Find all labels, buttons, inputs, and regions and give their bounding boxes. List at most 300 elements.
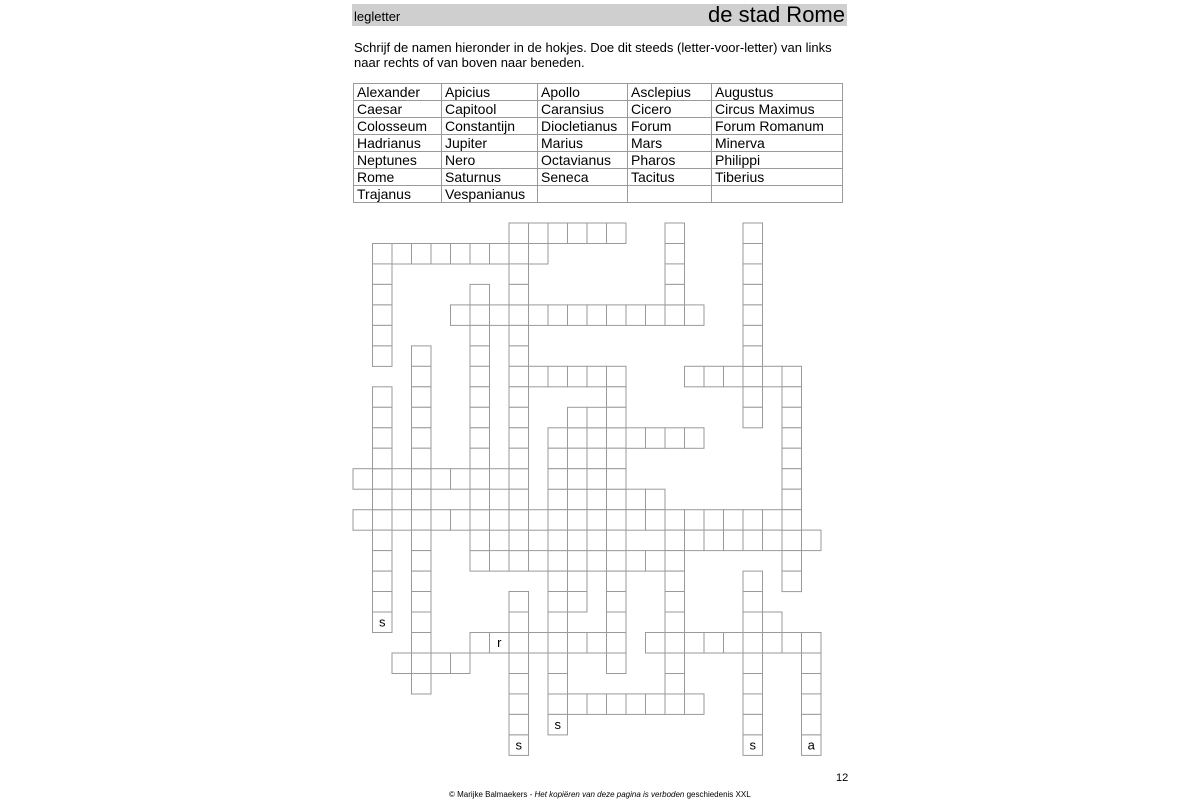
crossword-cell[interactable] — [412, 489, 432, 510]
crossword-cell[interactable] — [509, 448, 529, 469]
crossword-cell[interactable] — [724, 633, 744, 654]
crossword-cell[interactable] — [646, 305, 666, 326]
crossword-cell[interactable] — [665, 653, 685, 674]
crossword-cell[interactable] — [626, 694, 646, 715]
crossword-cell[interactable] — [704, 510, 724, 531]
crossword-cell[interactable] — [743, 284, 763, 305]
crossword-cell[interactable] — [490, 244, 510, 265]
crossword-cell[interactable] — [607, 510, 627, 531]
crossword-cell[interactable] — [509, 305, 529, 326]
crossword-cell[interactable] — [646, 551, 666, 572]
word-cell: Forum Romanum — [712, 118, 843, 135]
crossword-cell[interactable] — [782, 407, 802, 428]
crossword-cell[interactable] — [568, 633, 588, 654]
crossword-cell[interactable] — [665, 674, 685, 695]
crossword-cell[interactable] — [607, 428, 627, 449]
crossword-cell[interactable] — [587, 407, 607, 428]
crossword-cell[interactable] — [548, 530, 568, 551]
crossword-cell[interactable] — [509, 592, 529, 613]
crossword-cell[interactable] — [665, 428, 685, 449]
given-letter: s — [515, 737, 523, 753]
crossword-cell[interactable] — [607, 223, 627, 244]
crossword-cell[interactable] — [529, 366, 549, 387]
crossword-cell[interactable] — [373, 244, 393, 265]
crossword-cell[interactable] — [548, 653, 568, 674]
crossword-cell[interactable] — [607, 612, 627, 633]
word-cell: Philippi — [712, 152, 843, 169]
crossword-cell[interactable] — [412, 551, 432, 572]
footer-notice: - Het kopiëren van deze pagina is verboden — [529, 790, 685, 799]
crossword-cell[interactable] — [412, 612, 432, 633]
crossword-cell[interactable] — [509, 735, 529, 756]
word-row — [354, 118, 843, 135]
crossword-cell[interactable] — [529, 510, 549, 531]
crossword-cell[interactable] — [607, 694, 627, 715]
crossword-cell[interactable] — [470, 489, 490, 510]
crossword-cell[interactable] — [626, 551, 646, 572]
crossword-cell[interactable] — [373, 428, 393, 449]
word-cell: Augustus — [712, 84, 843, 101]
crossword-cell[interactable] — [373, 346, 393, 367]
crossword-cell[interactable] — [607, 551, 627, 572]
crossword-cell[interactable] — [646, 510, 666, 531]
crossword-cell[interactable] — [607, 407, 627, 428]
crossword-cell[interactable] — [665, 244, 685, 265]
word-cell: Neptunes — [354, 152, 442, 169]
crossword-cell[interactable] — [431, 653, 451, 674]
crossword-cell[interactable] — [431, 510, 451, 531]
crossword-cell[interactable] — [782, 428, 802, 449]
crossword-cell[interactable] — [607, 653, 627, 674]
crossword-cell[interactable] — [743, 387, 763, 408]
crossword-cell[interactable] — [373, 612, 393, 633]
crossword-cell[interactable] — [490, 305, 510, 326]
crossword-cell[interactable] — [587, 551, 607, 572]
crossword-cell[interactable] — [509, 653, 529, 674]
crossword-cell[interactable] — [724, 530, 744, 551]
crossword-cell[interactable] — [743, 714, 763, 735]
crossword-cell[interactable] — [763, 633, 783, 654]
crossword-cell[interactable] — [724, 366, 744, 387]
crossword-cell[interactable] — [802, 530, 822, 551]
crossword-cell[interactable] — [802, 714, 822, 735]
word-cell: Colosseum — [354, 118, 442, 135]
crossword-cell[interactable] — [509, 469, 529, 490]
crossword-cell[interactable] — [509, 551, 529, 572]
crossword-cell[interactable] — [587, 223, 607, 244]
word-cell: Apollo — [538, 84, 628, 101]
crossword-cell[interactable] — [529, 223, 549, 244]
word-row — [354, 101, 843, 118]
word-row — [354, 84, 843, 101]
word-cell: Rome — [354, 169, 442, 186]
crossword-cell[interactable] — [548, 714, 568, 735]
crossword-cell[interactable] — [509, 612, 529, 633]
crossword-cell[interactable] — [529, 551, 549, 572]
crossword-cell[interactable] — [704, 366, 724, 387]
crossword-cell[interactable] — [568, 571, 588, 592]
crossword-cell[interactable] — [412, 366, 432, 387]
crossword-cell[interactable] — [470, 428, 490, 449]
crossword-cell[interactable] — [626, 305, 646, 326]
crossword-cell[interactable] — [548, 489, 568, 510]
crossword-cell[interactable] — [607, 592, 627, 613]
crossword-cell[interactable] — [412, 571, 432, 592]
crossword-cell[interactable] — [626, 428, 646, 449]
crossword-cell[interactable] — [548, 633, 568, 654]
crossword-cell[interactable] — [743, 592, 763, 613]
crossword-cell[interactable] — [782, 571, 802, 592]
crossword-cell[interactable] — [392, 469, 412, 490]
crossword-cell[interactable] — [353, 469, 373, 490]
crossword-cell[interactable] — [782, 530, 802, 551]
word-cell — [538, 186, 628, 203]
crossword-cell[interactable] — [373, 551, 393, 572]
word-cell: Caransius — [538, 101, 628, 118]
crossword-cell[interactable] — [665, 264, 685, 285]
crossword-cell[interactable] — [548, 366, 568, 387]
crossword-cell[interactable] — [665, 223, 685, 244]
word-cell: Seneca — [538, 169, 628, 186]
crossword-cell[interactable] — [685, 305, 705, 326]
crossword-cell[interactable] — [490, 551, 510, 572]
crossword-cell[interactable] — [743, 325, 763, 346]
crossword-cell[interactable] — [509, 366, 529, 387]
word-cell: Jupiter — [442, 135, 538, 152]
header-label: legletter — [354, 9, 401, 24]
crossword-cell[interactable] — [451, 653, 471, 674]
crossword-cell[interactable] — [470, 244, 490, 265]
crossword-cell[interactable] — [743, 244, 763, 265]
crossword-cell[interactable] — [470, 510, 490, 531]
crossword-cell[interactable] — [607, 448, 627, 469]
crossword-cell[interactable] — [373, 510, 393, 531]
crossword-cell[interactable] — [470, 284, 490, 305]
word-row — [354, 152, 843, 169]
crossword-cell[interactable] — [412, 469, 432, 490]
crossword-cell[interactable] — [548, 612, 568, 633]
crossword-cell[interactable] — [587, 510, 607, 531]
crossword-cell[interactable] — [724, 510, 744, 531]
crossword-cell[interactable] — [509, 633, 529, 654]
crossword-cell[interactable] — [587, 448, 607, 469]
crossword-cell[interactable] — [743, 510, 763, 531]
word-cell: Circus Maximus — [712, 101, 843, 118]
crossword-cell[interactable] — [470, 387, 490, 408]
crossword-cell[interactable] — [763, 530, 783, 551]
crossword-cell[interactable] — [782, 510, 802, 531]
crossword-cell[interactable] — [607, 571, 627, 592]
crossword-cell[interactable] — [743, 305, 763, 326]
crossword-cell[interactable] — [743, 674, 763, 695]
crossword-cell[interactable] — [685, 530, 705, 551]
word-cell: Saturnus — [442, 169, 538, 186]
crossword-cell[interactable] — [743, 264, 763, 285]
crossword-cell[interactable] — [568, 510, 588, 531]
crossword-cell[interactable] — [509, 244, 529, 265]
given-letter: s — [749, 737, 757, 753]
crossword-cell[interactable] — [373, 387, 393, 408]
crossword-cell[interactable] — [412, 387, 432, 408]
crossword-cell[interactable] — [568, 489, 588, 510]
crossword-cell[interactable] — [470, 346, 490, 367]
footer — [449, 790, 751, 799]
crossword-cell[interactable] — [763, 612, 783, 633]
crossword-cell[interactable] — [782, 448, 802, 469]
crossword-cell[interactable] — [685, 510, 705, 531]
crossword-cell[interactable] — [412, 653, 432, 674]
crossword-cell[interactable] — [665, 612, 685, 633]
crossword-cell[interactable] — [743, 407, 763, 428]
crossword-cell[interactable] — [470, 407, 490, 428]
crossword-cell[interactable] — [470, 633, 490, 654]
crossword-cell[interactable] — [685, 694, 705, 715]
crossword-cell[interactable] — [373, 530, 393, 551]
crossword-cell[interactable] — [548, 571, 568, 592]
crossword-cell[interactable] — [373, 592, 393, 613]
crossword-cell[interactable] — [412, 244, 432, 265]
crossword-cell[interactable] — [509, 530, 529, 551]
given-letter: a — [807, 737, 815, 753]
crossword-cell[interactable] — [548, 469, 568, 490]
crossword-cell[interactable] — [782, 633, 802, 654]
crossword-cell[interactable] — [470, 305, 490, 326]
crossword-cell[interactable] — [665, 592, 685, 613]
crossword-cell[interactable] — [607, 530, 627, 551]
crossword-cell[interactable] — [470, 366, 490, 387]
crossword-cell[interactable] — [802, 735, 822, 756]
crossword-cell[interactable] — [509, 510, 529, 531]
crossword-cell[interactable] — [665, 551, 685, 572]
crossword-cell[interactable] — [548, 510, 568, 531]
crossword-cell[interactable] — [509, 489, 529, 510]
crossword-cell[interactable] — [451, 305, 471, 326]
crossword-cell[interactable] — [626, 489, 646, 510]
crossword-cell[interactable] — [431, 469, 451, 490]
footer-copyright: © Marijke Balmaekers — [449, 790, 528, 799]
page-title: de stad Rome — [708, 2, 845, 27]
crossword-cell[interactable] — [529, 633, 549, 654]
crossword-cell[interactable] — [451, 244, 471, 265]
crossword-cell[interactable] — [548, 448, 568, 469]
crossword-cell[interactable] — [763, 366, 783, 387]
crossword-cell[interactable] — [412, 633, 432, 654]
word-cell: Trajanus — [354, 186, 442, 203]
crossword-cell[interactable] — [568, 551, 588, 572]
crossword-cell[interactable] — [568, 428, 588, 449]
crossword-cell[interactable] — [509, 346, 529, 367]
crossword-cell[interactable] — [587, 305, 607, 326]
word-row — [354, 135, 843, 152]
crossword-cell[interactable] — [568, 448, 588, 469]
instructions-text: Schrijf de namen hieronder in de hokjes. Doe dit steeds (letter-voor-letter) van links naar rechts of van boven naar beneden. — [354, 40, 832, 70]
crossword-cell[interactable] — [665, 633, 685, 654]
crossword-cell[interactable] — [665, 571, 685, 592]
crossword-cell[interactable] — [373, 284, 393, 305]
crossword-cell[interactable] — [470, 469, 490, 490]
crossword-cell[interactable] — [802, 694, 822, 715]
word-cell: Minerva — [712, 135, 843, 152]
word-cell: Octavianus — [538, 152, 628, 169]
crossword-cell[interactable] — [568, 366, 588, 387]
crossword-cell[interactable] — [548, 223, 568, 244]
crossword-cell[interactable] — [685, 633, 705, 654]
crossword-cell[interactable] — [763, 510, 783, 531]
crossword-cell[interactable] — [509, 387, 529, 408]
word-cell: Forum — [628, 118, 712, 135]
word-cell: Vespanianus — [442, 186, 538, 203]
crossword-cell[interactable] — [743, 223, 763, 244]
crossword-cell[interactable] — [373, 305, 393, 326]
word-cell: Pharos — [628, 152, 712, 169]
crossword-cell[interactable] — [470, 530, 490, 551]
crossword-cell[interactable] — [509, 264, 529, 285]
crossword-cell[interactable] — [548, 592, 568, 613]
crossword-cell[interactable] — [704, 530, 724, 551]
crossword-cell[interactable] — [704, 633, 724, 654]
crossword-cell[interactable] — [587, 428, 607, 449]
crossword-cell[interactable] — [470, 551, 490, 572]
crossword-cell[interactable] — [412, 428, 432, 449]
crossword-cell[interactable] — [607, 469, 627, 490]
crossword-cell[interactable] — [607, 387, 627, 408]
word-cell — [712, 186, 843, 203]
crossword-cell[interactable] — [509, 407, 529, 428]
crossword-cell[interactable] — [743, 366, 763, 387]
crossword-cell[interactable] — [373, 571, 393, 592]
crossword-cell[interactable] — [392, 244, 412, 265]
crossword-cell[interactable] — [412, 674, 432, 695]
crossword-cell[interactable] — [568, 592, 588, 613]
crossword-cell[interactable] — [802, 653, 822, 674]
crossword-cell[interactable] — [587, 530, 607, 551]
crossword-cell[interactable] — [548, 305, 568, 326]
crossword-cell[interactable] — [665, 284, 685, 305]
crossword-cell[interactable] — [743, 694, 763, 715]
crossword-cell[interactable] — [568, 530, 588, 551]
crossword-cell[interactable] — [509, 223, 529, 244]
crossword-cell[interactable] — [587, 469, 607, 490]
crossword-cell[interactable] — [568, 694, 588, 715]
crossword-cell[interactable] — [743, 571, 763, 592]
word-cell: Diocletianus — [538, 118, 628, 135]
crossword-cell[interactable] — [743, 735, 763, 756]
crossword-cell[interactable] — [587, 694, 607, 715]
crossword-cell[interactable] — [802, 633, 822, 654]
crossword-cell[interactable] — [685, 366, 705, 387]
crossword-cell[interactable] — [743, 633, 763, 654]
crossword-cell[interactable] — [353, 510, 373, 531]
crossword-cell[interactable] — [529, 244, 549, 265]
crossword-cell[interactable] — [373, 448, 393, 469]
crossword-cell[interactable] — [607, 305, 627, 326]
crossword-cell[interactable] — [743, 346, 763, 367]
crossword-cell[interactable] — [802, 674, 822, 695]
crossword-cell[interactable] — [548, 551, 568, 572]
crossword-cell[interactable] — [782, 489, 802, 510]
crossword-cell[interactable] — [665, 530, 685, 551]
crossword-cell[interactable] — [392, 653, 412, 674]
crossword-cell[interactable] — [665, 510, 685, 531]
crossword-cell[interactable] — [412, 592, 432, 613]
header-bar — [352, 4, 847, 26]
crossword-cell[interactable] — [412, 510, 432, 531]
crossword-cell[interactable] — [743, 653, 763, 674]
crossword-cell[interactable] — [509, 694, 529, 715]
word-cell: Constantijn — [442, 118, 538, 135]
crossword-cell[interactable] — [665, 694, 685, 715]
crossword-cell[interactable] — [646, 489, 666, 510]
crossword-cell[interactable] — [587, 366, 607, 387]
word-row — [354, 169, 843, 186]
crossword-cell[interactable] — [607, 633, 627, 654]
crossword-cell[interactable] — [587, 633, 607, 654]
crossword-cell[interactable] — [490, 633, 510, 654]
crossword-cell[interactable] — [509, 428, 529, 449]
given-letter: s — [554, 717, 562, 732]
crossword-cell[interactable] — [782, 387, 802, 408]
crossword-cell[interactable] — [509, 325, 529, 346]
crossword-cell[interactable] — [607, 489, 627, 510]
crossword-cell[interactable] — [568, 305, 588, 326]
crossword-cell[interactable] — [685, 428, 705, 449]
crossword-cell[interactable] — [412, 530, 432, 551]
footer-series: geschiedenis XXL — [686, 790, 751, 799]
word-row — [354, 186, 843, 203]
crossword-cell[interactable] — [373, 264, 393, 285]
crossword-cell[interactable] — [451, 510, 471, 531]
crossword-cell[interactable] — [743, 530, 763, 551]
crossword-cell[interactable] — [431, 244, 451, 265]
crossword-cell[interactable] — [782, 551, 802, 572]
crossword-cell[interactable] — [782, 469, 802, 490]
crossword-cell[interactable] — [782, 366, 802, 387]
crossword-cell[interactable] — [665, 305, 685, 326]
crossword-cell[interactable] — [373, 489, 393, 510]
crossword-cell[interactable] — [607, 366, 627, 387]
crossword-cell[interactable] — [743, 612, 763, 633]
crossword-cell[interactable] — [392, 510, 412, 531]
crossword-cell[interactable] — [490, 510, 510, 531]
crossword-cell[interactable] — [548, 674, 568, 695]
crossword-cell[interactable] — [373, 469, 393, 490]
crossword-cell[interactable] — [646, 428, 666, 449]
crossword-cell[interactable] — [568, 407, 588, 428]
crossword-cell[interactable] — [509, 284, 529, 305]
crossword-cell[interactable] — [373, 407, 393, 428]
crossword-cell[interactable] — [470, 325, 490, 346]
crossword-cell[interactable] — [373, 325, 393, 346]
crossword-cell[interactable] — [646, 694, 666, 715]
crossword-cell[interactable] — [646, 633, 666, 654]
crossword-cell[interactable] — [470, 448, 490, 469]
crossword-cell[interactable] — [529, 305, 549, 326]
word-cell: Caesar — [354, 101, 442, 118]
crossword-cell[interactable] — [509, 674, 529, 695]
crossword-cell[interactable] — [587, 489, 607, 510]
crossword-cell[interactable] — [412, 407, 432, 428]
crossword-cell[interactable] — [490, 469, 510, 490]
crossword-cell[interactable] — [548, 428, 568, 449]
crossword-cell[interactable] — [568, 469, 588, 490]
crossword-cell[interactable] — [568, 223, 588, 244]
crossword-cell[interactable] — [509, 714, 529, 735]
crossword-cell[interactable] — [548, 694, 568, 715]
crossword-cell[interactable] — [412, 346, 432, 367]
crossword-cell[interactable] — [412, 448, 432, 469]
crossword-cell[interactable] — [626, 510, 646, 531]
crossword-cell[interactable] — [451, 469, 471, 490]
